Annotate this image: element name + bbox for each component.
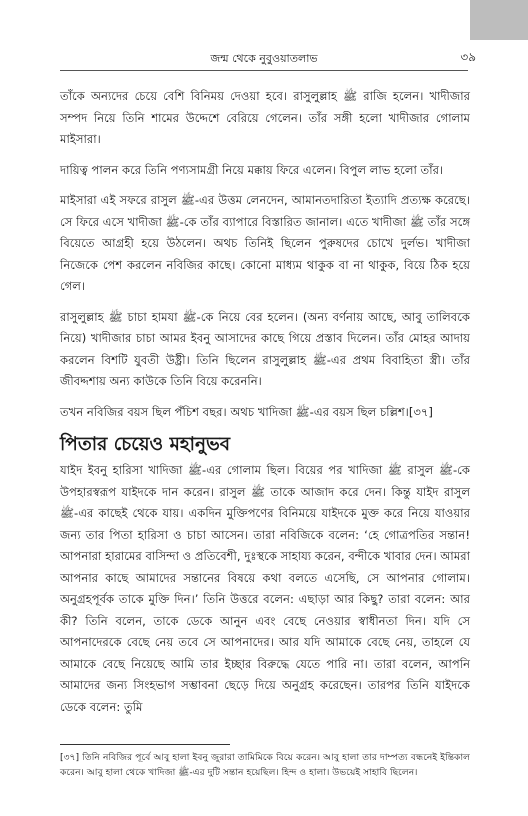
paragraph: মাইসারা এই সফরে রাসুল ﷺ-এর উত্তম লেনদেন, আমানতদারিতা ইত্যাদি প্রত্যক্ষ করেছে। সে ফিরে এসে খাদীজা ﷺ-কে তাঁর ব্যাপারে বিস্তারিত জানাল। এতে খাদীজা ﷺ তাঁর সঙ্গে বিয়েতে আগ্রহী হয়ে উঠলেন। অথচ তিনিই ছিলেন পুরুষদের চোখে দুর্লভ। খাদীজা নিজেকে পেশ করলেন নবিজির কাছে। কোনো মাধ্যম থাকুক বা না থাকুক, বিয়ে ঠিক হয়ে গেল। xyxy=(60,193,471,293)
paragraph: দায়িত্ব পালন করে তিনি পণ্যসামগ্রী নিয়ে মক্কায় ফিরে এলেন। বিপুল লাভ হলো তাঁর। xyxy=(60,162,444,177)
section-heading: পিতার চেয়েও মহানুভব xyxy=(60,434,231,455)
page-number: ৩৯ xyxy=(460,50,476,64)
paragraph: রাসুলুল্লাহ ﷺ চাচা হামযা ﷺ-কে নিয়ে বের হলেন। (অন্য বর্ণনায় আছে, আবু তালিবকে নিয়ে) খাদীজার চাচা আমর ইবনু আসাদের কাছে গিয়ে প্রস্তাব দিলেন। তাঁর মোহর আদায় করলেন বিশটি যুবতী উষ্ট্রী। তিনি ছিলেন রাসুলুল্লাহ ﷺ-এর প্রথম বিবাহিতা স্ত্রী। তাঁর জীবদ্দশায় অন্য কাউকে তিনি বিয়ে করেননি। xyxy=(60,309,470,388)
footnote-rule xyxy=(60,744,230,745)
running-header xyxy=(0,50,528,68)
paragraph: তাঁকে অন্যদের চেয়ে বেশি বিনিময় দেওয়া হবে। রাসুলুল্লাহ ﷺ রাজি হলেন। খাদীজার সম্পদ নিয়ে তিনি শামের উদ্দেশে বেরিয়ে গেলেন। তাঁর সঙ্গী হলো খাদীজার গোলাম মাইসারা। xyxy=(60,89,470,146)
section-paragraph: যাইদ ইবনু হারিসা খাদিজা ﷺ-এর গোলাম ছিল। বিয়ের পর খাদিজা ﷺ রাসুল ﷺ-কে উপহারস্বরূপ যাইদকে দান করেন। রাসুল ﷺ তাকে আজাদ করে দেন। কিন্তু যাইদ রাসুল ﷺ-এর কাছেই থেকে যায়। একদিন মুক্তিপণের বিনিময়ে যাইদকে মুক্ত করে নিয়ে যাওয়ার জন্য তার পিতা হারিসা ও চাচা আসেন। তারা নবিজিকে বলেন: ‘হে গোত্রপতির সন্তান! আপনারা হারামের বাসিন্দা ও প্রতিবেশী, দুঃস্থকে সাহায্য করেন, বন্দীকে খাবার দেন। আমরা আপনার কাছে আমাদের সন্তানের বিষয়ে কথা বলতে এসেছি, সে আপনার গোলাম। অনুগ্রহপূর্বক তাকে মুক্তি দিন।’ তিনি উত্তরে বলেন: এছাড়া আর কিছু? তারা বলেন: আর কী? তিনি বলেন, তাকে ডেকে আনুন এবং বেছে নেওয়ার স্বাধীনতা দিন। যদি সে আপনাদেরকে বেছে নেয় তবে সে আপনাদের। আর যদি আমাকে বেছে নেয়, তাহলে যে আমাকে বেছে নিয়েছে আমি তার ইচ্ছার বিরুদ্ধে যেতে পারি না। তারা বলেন, আপনি আমাদের জন্য সিংহভাগ সম্ভাবনা ছেড়ে দিয়ে অনুগ্রহ করেছেন। তারপর তিনি যাইদকে ডেকে বলেন: তুমি xyxy=(60,463,470,714)
header-rule xyxy=(60,70,468,71)
running-title: জন্ম থেকে নুবুওয়াতলাভ xyxy=(210,52,318,65)
page-body xyxy=(60,88,470,727)
paragraph: তখন নবিজির বয়স ছিল পঁচিশ বছর। অথচ খাদিজা ﷺ-এর বয়স ছিল চল্লিশ।[৩৭] xyxy=(60,404,433,419)
footnote: [৩৭] তিনি নবিজির পূর্বে আবু হালা ইবনু জুরারা তামিমিকে বিয়ে করেন। আবু হালা তার দাম্পত্য বন্ধনেই ইন্তিকাল করেন। আবু হালা থেকে খাদিজা ﷺ-এর দুটি সন্তান হয়েছিল। হিন্দ ও হালা। উভয়েই সাহাবি ছিলেন। xyxy=(60,752,470,778)
chapter-tab-marker xyxy=(470,0,528,40)
